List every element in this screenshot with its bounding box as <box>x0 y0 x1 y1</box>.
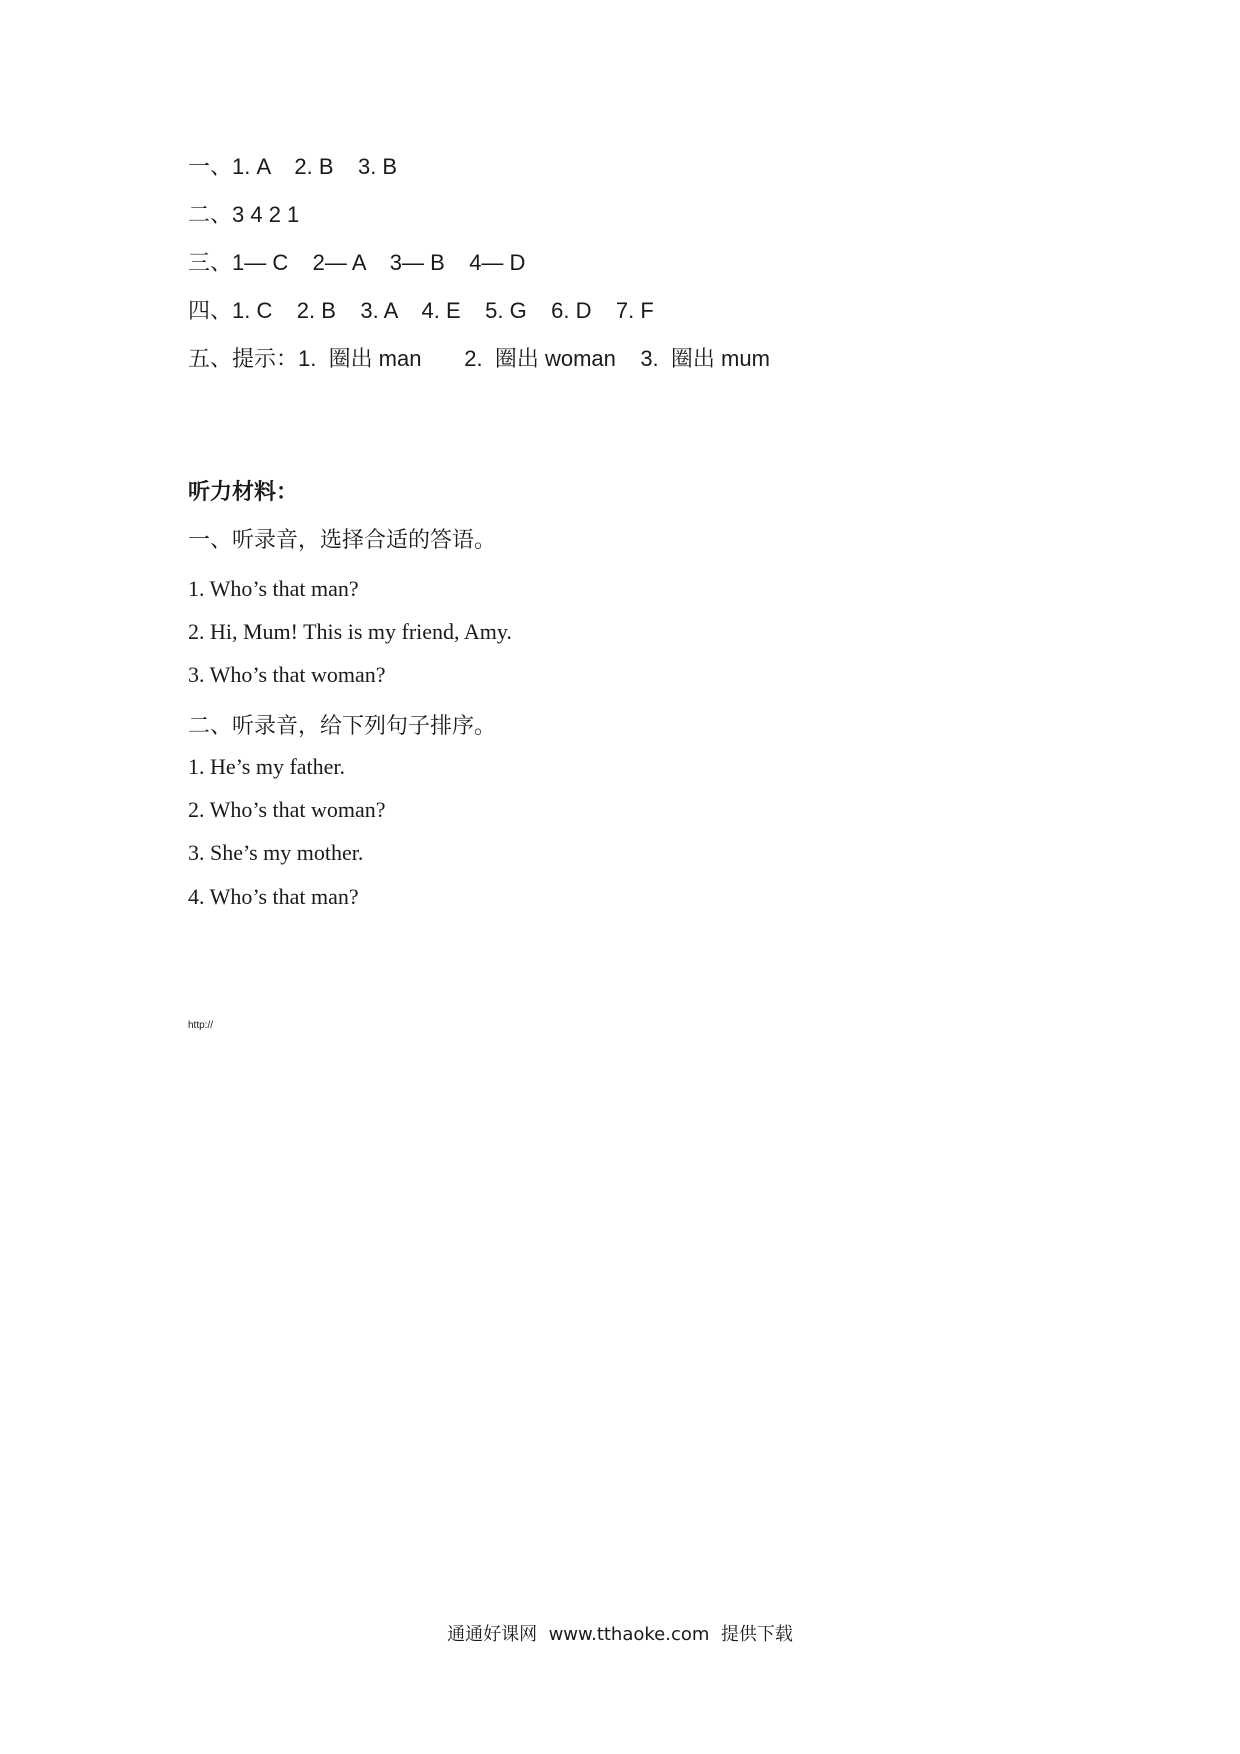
section-1-item: 3. Who’s that woman? <box>188 662 386 687</box>
section-2-item: 3. She’s my mother. <box>188 840 364 865</box>
answer-line-4: 四、1. C 2. B 3. A 4. E 5. G 6. D 7. F <box>188 298 654 323</box>
section-2-item: 1. He’s my father. <box>188 754 346 779</box>
section-1-item: 2. Hi, Mum! This is my friend, Amy. <box>188 619 512 644</box>
answer-line-5: 五、提示：1. 圈出 man 2. 圈出 woman 3. 圈出 mum <box>188 346 770 371</box>
footer-credit: 通通好课网 www.tthaoke.com 提供下载 <box>447 1624 793 1645</box>
listening-heading: 听力材料： <box>188 480 299 505</box>
section-1-title: 一、听录音，选择合适的答语。 <box>188 528 497 553</box>
section-2-item: 2. Who’s that woman? <box>188 797 386 822</box>
section-2-item: 4. Who’s that man? <box>188 884 359 909</box>
section-1-item: 1. Who’s that man? <box>188 576 359 601</box>
answer-line-1: 一、1. A 2. B 3. B <box>188 154 398 179</box>
url-text: http:// <box>188 1020 214 1031</box>
section-2-title: 二、听录音，给下列句子排序。 <box>188 714 497 739</box>
answer-line-2: 二、3 4 2 1 <box>188 202 300 227</box>
answer-line-3: 三、1— C 2— A 3— B 4— D <box>188 250 526 275</box>
